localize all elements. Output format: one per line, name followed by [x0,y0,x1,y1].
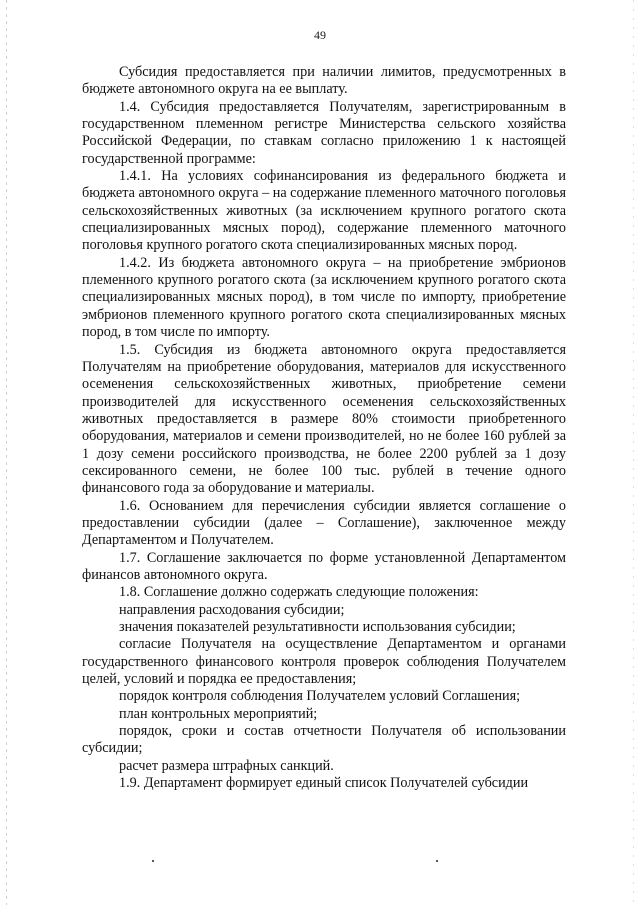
list-item: расчет размера штрафных санкций. [119,757,334,774]
list-item: порядок, сроки и состав отчетности Получателя об использовании субсидии; [82,723,566,757]
scan-edge-right [633,0,634,905]
paragraph-1-5: 1.5. Субсидия из бюджета автономного округа предоставляется Получателям на приобретение оборудования, материалов для искусственного осеменения сельскохозяйственных животных, приобретение семени производителей для искусственного осеменения сельскохозяйственных животных предоставляется в размере 80% стоимости приобретенного оборудования, материалов и семени производителей, но не более 160 рублей за 1 дозу семени российского производства, не более 2200 рублей за 1 дозу сексированного семени, не более 100 тыс. рублей в течение одного финансового года за оборудование и материалы. [82,341,566,497]
paragraph-1-8: 1.8. Соглашение должно содержать следующие положения: [119,584,479,601]
list-item: план контрольных мероприятий; [119,705,318,722]
list-item: направления расходования субсидии; [119,601,345,618]
paragraph-1-9: 1.9. Департамент формирует единый список Получателей субсидии [119,775,529,792]
list-item: согласие Получателя на осуществление Департаментом и органами государственного финансового контроля проверок соблюдения Получателем целей, условий и порядка ее предоставления; [82,636,566,688]
paragraph-subsidy-limits: Субсидия предоставляется при наличии лимитов, предусмотренных в бюджете автономного округа на ее выплату. [82,64,566,98]
scan-edge-left [6,0,7,905]
paragraph-1-4-1: 1.4.1. На условиях софинансирования из федерального бюджета и бюджета автономного округа – на содержание племенного маточного поголовья сельскохозяйственных животных (за исключением крупного рогатого скота специализированных мясных пород), содержание племенного маточного поголовья крупного рогатого скота специализированных мясных пород. [82,168,566,254]
page-number: 49 [314,28,326,42]
paragraph-1-4: 1.4. Субсидия предоставляется Получателям, зарегистрированным в государственном племенном регистре Министерства сельского хозяйства Российской Федерации, по ставкам согласно приложению 1 к настоящей государственной программе: [82,98,566,167]
list-item: значения показателей результативности использования субсидии; [119,619,516,635]
list-item: порядок контроля соблюдения Получателем условий Соглашения; [119,688,521,705]
paragraph-1-6: 1.6. Основанием для перечисления субсидии является соглашение о предоставлении субсидии (далее – Соглашение), заключенное между Департаментом и Получателем. [82,497,566,549]
scan-speck [436,860,438,862]
paragraph-1-7: 1.7. Соглашение заключается по форме установленной Департаментом финансов автономного округа. [82,549,566,583]
scan-speck [152,860,154,862]
document-body [82,64,566,792]
paragraph-1-4-2: 1.4.2. Из бюджета автономного округа – на приобретение эмбрионов племенного крупного рогатого скота (за исключением крупного рогатого скота специализированных мясных пород), в том числе по импорту, приобретение эмбрионов племенного крупного рогатого скота специализированных мясных пород, в том числе по импорту. [82,254,566,341]
